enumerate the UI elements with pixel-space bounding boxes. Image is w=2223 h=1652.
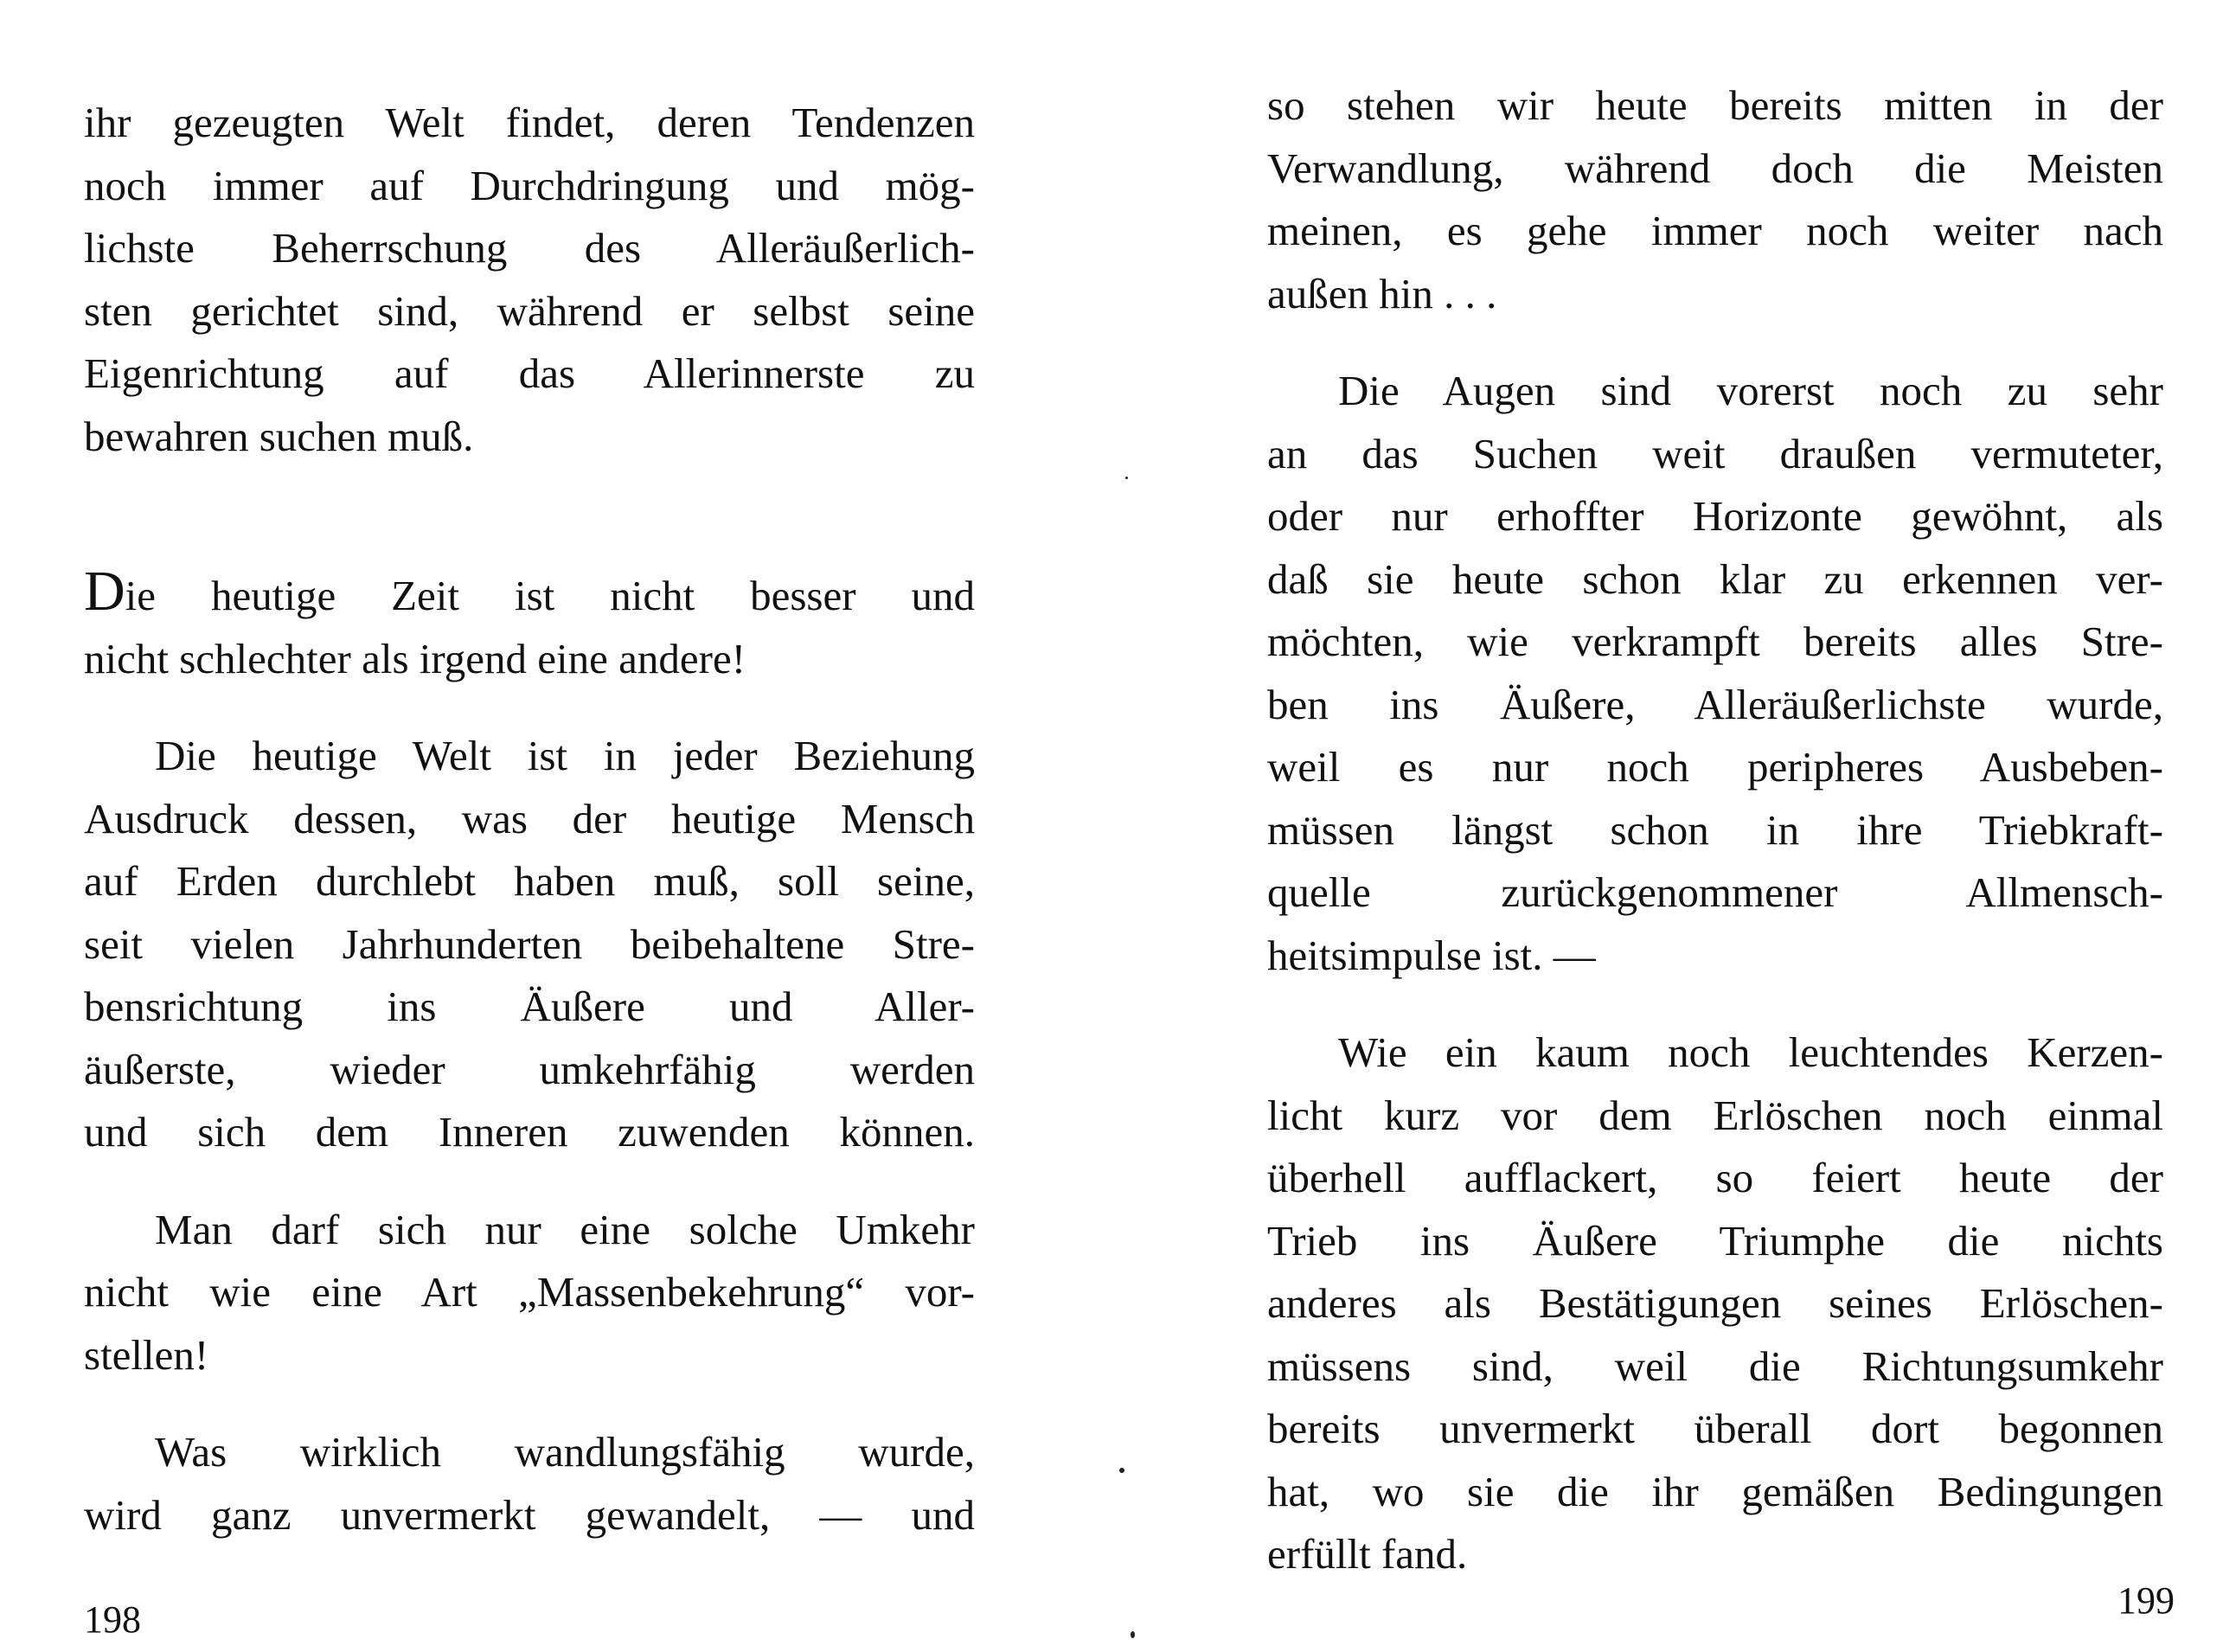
text-line: bensrichtung ins Äußere und Aller-: [84, 983, 975, 1030]
text-line: Ausdruck dessen, was der heutige Mensch: [84, 794, 975, 842]
paragraph-gap: [1267, 325, 2163, 360]
text-line: Eigenrichtung auf das Allerinnerste zu: [84, 349, 975, 397]
text-line: nicht schlechter als irgend eine andere!: [84, 634, 746, 682]
text-line: nicht wie eine Art „Massenbekehrung“ vor-: [84, 1268, 975, 1316]
paragraph-gap: [1267, 987, 2163, 1021]
text-line: Was wirklich wandlungsfähig wurde,: [155, 1428, 975, 1476]
text-line: quelle zurückgenommener Allmensch-: [1267, 868, 2163, 916]
text-line: Die heutige Welt ist in jeder Beziehung: [155, 732, 975, 779]
text-line: meinen, es gehe immer noch weiter nach: [1267, 207, 2163, 254]
text-line: müssen längst schon in ihre Triebkraft-: [1267, 805, 2163, 854]
section-opening-line: [84, 560, 975, 628]
text-line: seit vielen Jahrhunderten beibehaltene Stre-: [84, 919, 975, 968]
text-line: außen hin . . .: [1267, 269, 1497, 317]
text-line: Man darf sich nur eine solche Umkehr: [155, 1205, 975, 1253]
paragraph-gap: [84, 1386, 975, 1421]
text-line: ihr gezeugten Welt findet, deren Tendenzen: [84, 99, 975, 146]
text-line: äußerste, wieder umkehrfähig werden: [84, 1045, 975, 1093]
gutter-speck: [1131, 1631, 1135, 1638]
text-line: auf Erden durchlebt haben muß, soll seine,: [84, 857, 975, 905]
gutter-speck: [1125, 477, 1128, 479]
text-line: stellen!: [84, 1330, 209, 1379]
text-line: Trieb ins Äußere Triumphe die nichts: [1267, 1216, 2163, 1265]
page-number-right: 199: [2117, 1579, 2175, 1622]
paragraph-gap: [84, 690, 975, 725]
text-line: müssens sind, weil die Richtungsumkehr: [1267, 1341, 2163, 1390]
text-line: heitsimpulse ist. —: [1267, 931, 1596, 979]
text-line: so stehen wir heute bereits mitten in der: [1267, 81, 2163, 129]
text-line: anderes als Bestätigungen seines Erlöschen-: [1267, 1279, 2163, 1327]
text-line: bereits unvermerkt überall dort begonnen: [1267, 1405, 2163, 1452]
text-line: weil es nur noch peripheres Ausbeben-: [1267, 743, 2163, 791]
text-line: ben ins Äußere, Alleräußerlichste wurde,: [1267, 680, 2163, 728]
text-line: und sich dem Inneren zuwenden können.: [84, 1108, 975, 1156]
page-number-left: 198: [84, 1598, 141, 1641]
section-break: [84, 468, 975, 565]
text-line: ie heutige Zeit ist nicht besser und: [125, 572, 975, 619]
text-line: Verwandlung, während doch die Meisten: [1267, 144, 2163, 192]
paragraph-gap: [84, 1164, 975, 1199]
text-line: bewahren suchen muß.: [84, 412, 474, 460]
text-line: an das Suchen weit draußen vermuteter,: [1267, 429, 2163, 477]
text-line: hat, wo sie die ihr gemäßen Bedingungen: [1267, 1467, 2163, 1515]
text-line: überhell aufflackert, so feiert heute der: [1267, 1154, 2163, 1201]
initial-letter: D: [84, 560, 125, 623]
text-line: daß sie heute schon klar zu erkennen ver-: [1267, 554, 2163, 603]
text-line: oder nur erhoffter Horizonte gewöhnt, als: [1267, 492, 2163, 540]
text-line: lichste Beherrschung des Alleräußerlich-: [84, 224, 975, 272]
right-text-column: [1267, 74, 2163, 1586]
text-line: noch immer auf Durchdringung und mög-: [84, 161, 975, 209]
text-line: licht kurz vor dem Erlöschen noch einmal: [1267, 1091, 2163, 1139]
gutter-speck: [1119, 1468, 1124, 1473]
text-line: möchten, wie verkrampft bereits alles Stre-: [1267, 618, 2163, 665]
text-line: erfüllt fand.: [1267, 1530, 1468, 1578]
text-line: Die Augen sind vorerst noch zu sehr: [1338, 367, 2163, 414]
left-text-column: [84, 92, 975, 1546]
right-page: [1112, 0, 2223, 1652]
text-line: Wie ein kaum noch leuchtendes Kerzen-: [1338, 1028, 2163, 1076]
text-line: wird ganz unvermerkt gewandelt, — und: [84, 1490, 975, 1539]
text-line: sten gerichtet sind, während er selbst seine: [84, 286, 975, 335]
